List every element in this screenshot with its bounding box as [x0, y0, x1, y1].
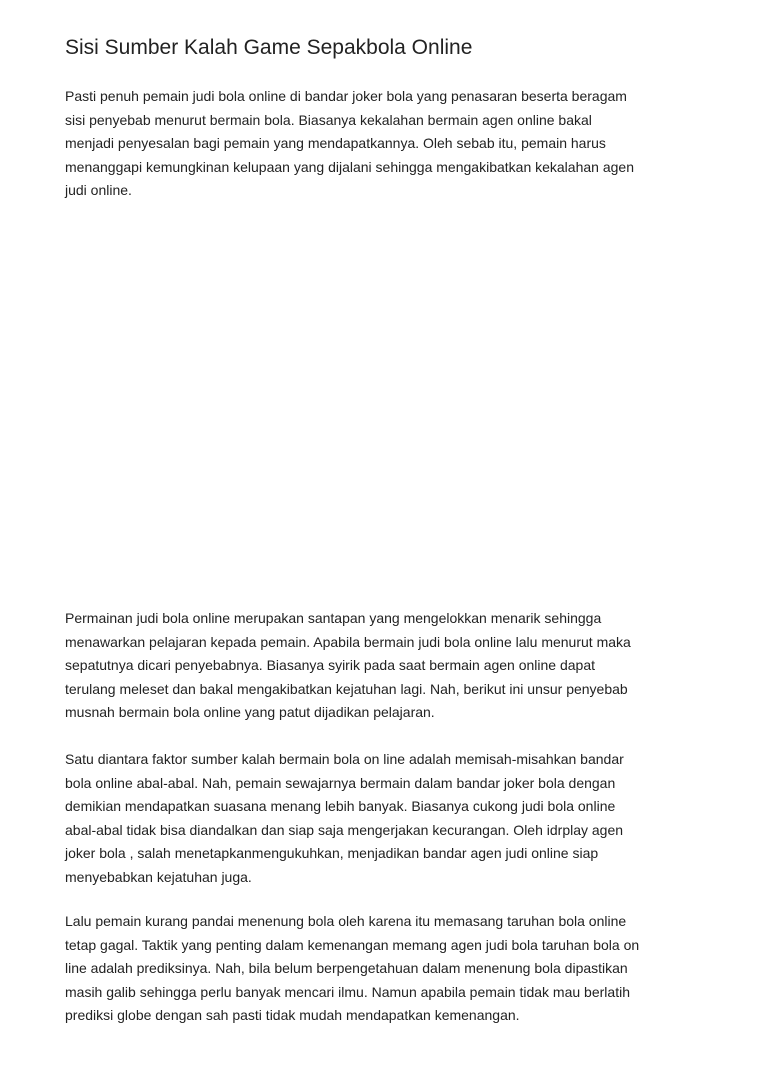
paragraph-faktor — [65, 748, 725, 889]
text-line: menawarkan pelajaran kepada pemain. Apabila bermain judi bola online lalu menurut maka — [65, 633, 631, 650]
text-line: line adalah prediksinya. Nah, bila belum berpengetahuan dalam menenung bola dipastikan — [65, 960, 628, 976]
text-line: menanggapi kemungkinan kelupaan yang dijalani sehingga mengakibatkan kekalahan agen — [65, 158, 634, 175]
text-line: joker bola , salah menetapkanmengukuhkan, menjadikan bandar agen judi online siap — [65, 845, 599, 861]
text-line: menyebabkan kejatuhan juga. — [65, 868, 252, 885]
paragraph-intro — [65, 85, 725, 203]
paragraph-prediksi — [65, 910, 725, 1028]
text-line: abal-abal tidak bisa diandalkan dan siap saja mengerjakan kecurangan. Oleh idrplay agen — [65, 821, 624, 838]
text-line: musnah bermain bola online yang patut dijadikan pelajaran. — [65, 704, 435, 720]
paragraph-permainan — [65, 607, 725, 725]
text-line: sepatutnya dicari penyebabnya. Biasanya syirik pada saat bermain agen online dapat — [65, 657, 596, 673]
text-line: masih galib sehingga perlu banyak mencari ilmu. Namun apabila pemain tidak mau berlatih — [65, 983, 630, 1000]
text-line: Pasti penuh pemain judi bola online di bandar joker bola yang penasaran beserta beragam — [65, 88, 627, 104]
text-line: tetap gagal. Taktik yang penting dalam kemenangan memang agen judi bola taruhan bola on — [65, 936, 640, 953]
text-line: judi online. — [65, 182, 132, 198]
document-title: Sisi Sumber Kalah Game Sepakbola Online — [65, 36, 473, 59]
text-line: demikian mendapatkan suasana menang lebih banyak. Biasanya cukong judi bola online — [65, 798, 616, 814]
text-line: Permainan judi bola online merupakan santapan yang mengelokkan menarik sehingga — [65, 610, 602, 626]
text-line: Satu diantara faktor sumber kalah bermain bola on line adalah memisah-misahkan bandar — [65, 751, 624, 767]
text-line: bola online abal-abal. Nah, pemain sewajarnya bermain dalam bandar joker bola dengan — [65, 774, 616, 791]
text-line: terulang meleset dan bakal mengakibatkan kejatuhan lagi. Nah, berikut ini unsur penyebab — [65, 680, 628, 697]
text-line: prediksi globe dengan sah pasti tidak mudah mendapatkan kemenangan. — [65, 1007, 520, 1023]
text-line: Lalu pemain kurang pandai menenung bola oleh karena itu memasang taruhan bola online — [65, 913, 627, 929]
text-line: menjadi penyesalan bagi pemain yang mendapatkannya. Oleh sebab itu, pemain harus — [65, 135, 606, 151]
text-line: sisi penyebab menurut bermain bola. Biasanya kekalahan bermain agen online bakal — [65, 111, 592, 128]
